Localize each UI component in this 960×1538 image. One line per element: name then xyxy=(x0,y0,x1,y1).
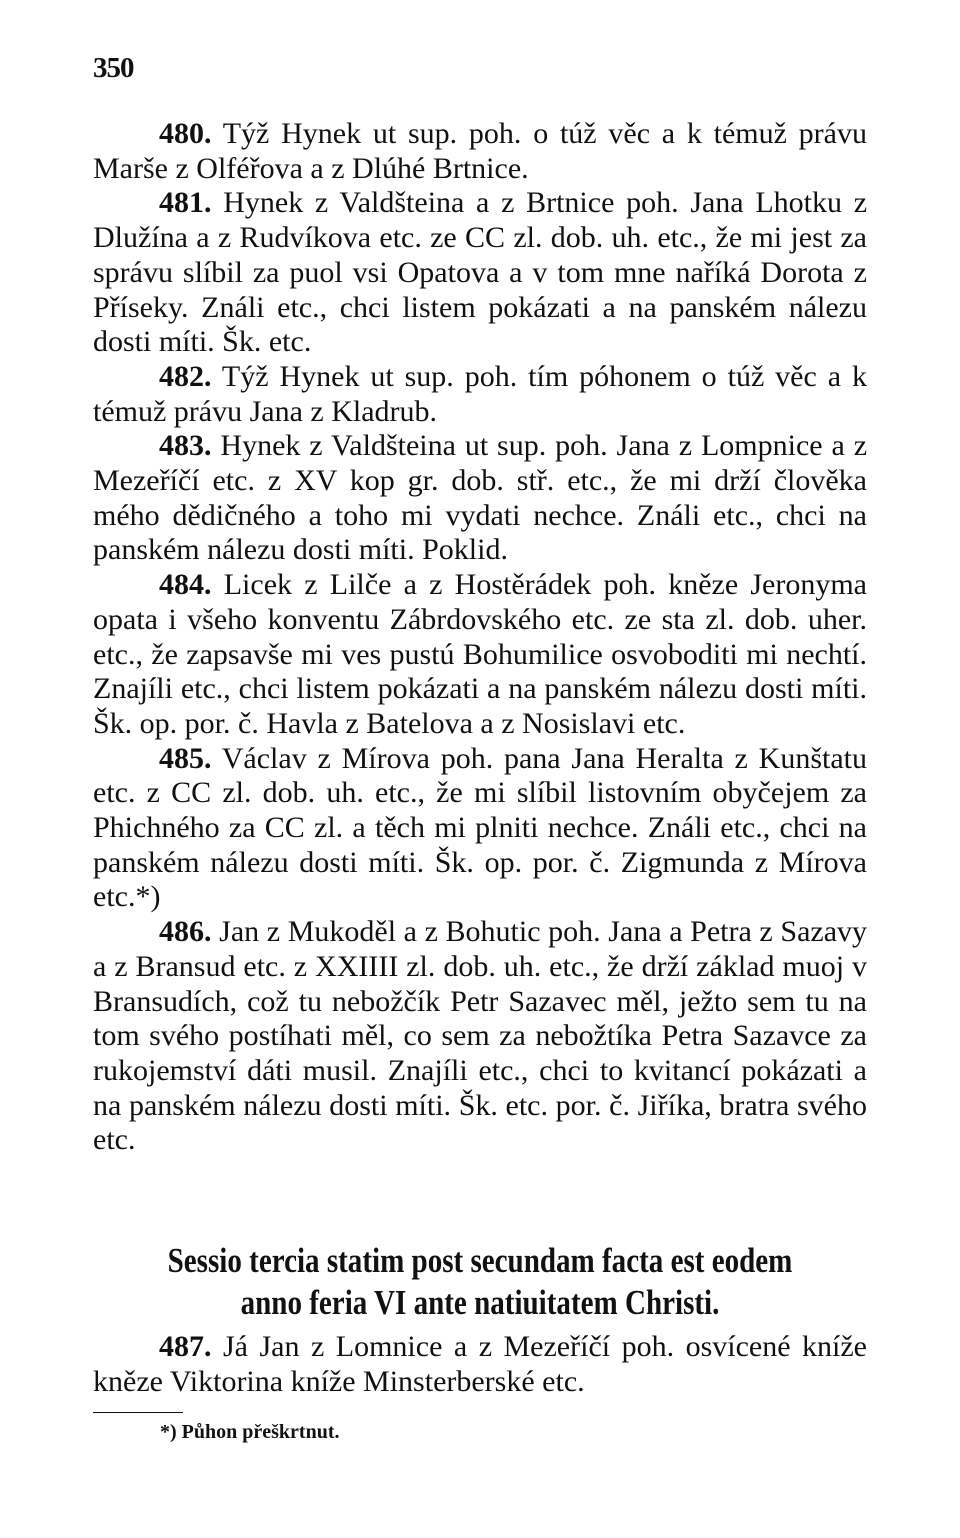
entries-block xyxy=(93,117,867,1158)
entry-text: Já Jan z Lomnice a z Mezeříčí poh. osvícené kníže kněze Viktorina kníže Minsterberské etc. xyxy=(93,1330,868,1398)
footnote-rule xyxy=(93,1412,183,1413)
footnote: *) Půhon přeškrtnut. xyxy=(160,1421,340,1443)
entry-483 xyxy=(93,429,867,568)
entry-text: Týž Hynek ut sup. poh. o túž věc a k témuž právu Marše z Olféřova a z Dlúhé Brtnice. xyxy=(93,117,867,185)
entry-484 xyxy=(93,568,867,742)
entry-text: Hynek z Valdšteina ut sup. poh. Jana z Lompnice a z Mezeříčí etc. z XV kop gr. dob. stř. etc., že mi drží člověka mého dědičného a toho mi vydati nechce. Ználi etc., chci na panském nálezu dosti míti. Poklid. xyxy=(93,429,868,567)
entry-text: Hynek z Valdšteina a z Brtnice poh. Jana Lhotku z Dlužína a z Rudvíkova etc. ze CC zl. dob. uh. etc., že mi jest za správu slíbil za puol vsi Opatova a v tom mne naříká Dorota z Příseky. Ználi etc., chci listem pokázati a na panském nálezu dosti míti. Šk. etc. xyxy=(93,186,868,359)
entry-number: 485. xyxy=(159,741,212,775)
entry-number: 487. xyxy=(159,1330,212,1363)
entry-text: Václav z Mírova poh. pana Jana Heralta z Kunštatu etc. z CC zl. dob. uh. etc., že mi slíbil listovním obyčejem za Phichného za CC zl. a těch mi plniti nechce. Ználi etc., chci na panském nálezu dosti míti. Šk. op. por. č. Zigmunda z Mírova etc.*) xyxy=(93,741,867,914)
entry-text: Týž Hynek ut sup. poh. tím póhonem o túž věc a k témuž právu Jana z Kladrub. xyxy=(93,359,867,428)
entry-487 xyxy=(93,1330,867,1399)
entry-480 xyxy=(93,117,867,186)
entry-485 xyxy=(93,742,867,916)
entry-text: Licek z Lilče a z Hostěrádek poh. kněze Jeronyma opata i všeho konventu Zábrdovského etc. ze sta zl. dob. uher. etc., že zapsavše mi ves pustú Bohumilice osvoboditi mi nechtí. Znajíli etc., chci listem pokázati a na panském nálezu dosti míti. Šk. op. por. č. Havla z Batelova a z Nosislavi etc. xyxy=(93,568,867,740)
section-heading: Sessio tercia statim post secundam facta est eodem anno feria VI ante natiuitatem Christi. xyxy=(167,1241,793,1322)
entry-number: 482. xyxy=(159,359,212,393)
entry-number: 480. xyxy=(159,117,212,150)
entry-number: 486. xyxy=(159,915,212,949)
entry-486 xyxy=(93,915,867,1158)
entry-text: Jan z Mukoděl a z Bohutic poh. Jana a Petra z Sazavy a z Bransud etc. z XXIIII zl. dob. uh. etc., že drží základ muoj v Bransudích, což tu nebožčík Petr Sazavec měl, ježto sem tu na tom svého postíhati měl, co sem za nebožtíka Petra Sazavce za rukojemství dáti musil. Znajíli etc., chci to kvitancí pokázati a na panském nálezu dosti míti. Šk. etc. por. č. Jiříka, bratra svého etc. xyxy=(93,915,868,1157)
entry-number: 483. xyxy=(159,429,212,463)
entries-after-heading-block xyxy=(93,1330,867,1399)
page-number: 350 xyxy=(93,52,134,84)
entry-482 xyxy=(93,360,867,429)
entry-number: 481. xyxy=(159,186,212,220)
entry-number: 484. xyxy=(159,568,212,602)
entry-481 xyxy=(93,186,867,360)
